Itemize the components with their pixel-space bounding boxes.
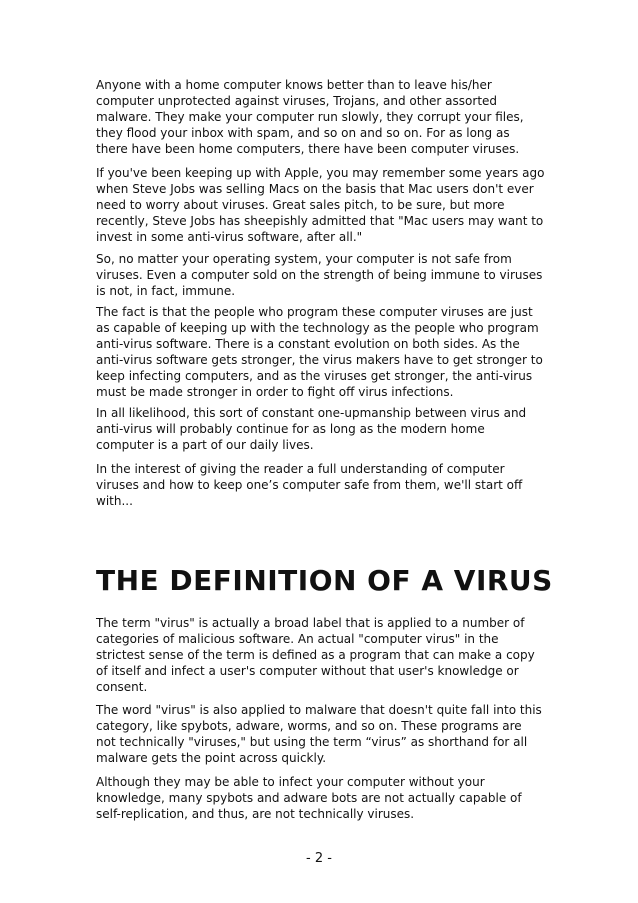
text-line: malware gets the point across quickly. (96, 751, 327, 765)
text-line: In all likelihood, this sort of constant one-upmanship between virus and (96, 406, 527, 420)
text-line: knowledge, many spybots and adware bots are not actually capable of (96, 791, 522, 805)
text-line: of itself and infect a user's computer without that user's knowledge or (96, 664, 519, 678)
text-line: as capable of keeping up with the technology as the people who program (96, 321, 539, 335)
text-line: In the interest of giving the reader a full understanding of computer (96, 462, 505, 476)
text-line: there have been home computers, there have been computer viruses. (96, 142, 520, 156)
paragraph-intro-6 (96, 461, 556, 509)
text-line: anti-virus software. There is a constant evolution on both sides. As the (96, 337, 520, 351)
text-line: invest in some anti-virus software, after all." (96, 230, 363, 244)
text-line: anti-virus will probably continue for as long as the modern home (96, 422, 485, 436)
paragraph-intro-1 (96, 77, 556, 157)
page-number: - 2 - (306, 851, 332, 866)
text-line: Although they may be able to infect your computer without your (96, 775, 485, 789)
paragraph-definition-1 (96, 615, 556, 695)
paragraph-intro-4 (96, 304, 556, 400)
text-line: when Steve Jobs was selling Macs on the basis that Mac users don't ever (96, 182, 534, 196)
paragraph-definition-3 (96, 774, 556, 822)
text-line: malware. They make your computer run slowly, they corrupt your files, (96, 110, 524, 124)
text-line: consent. (96, 680, 148, 694)
text-line: categories of malicious software. An actual "computer virus" in the (96, 632, 499, 646)
text-line: computer is a part of our daily lives. (96, 438, 314, 452)
text-line: they flood your inbox with spam, and so on and so on. For as long as (96, 126, 510, 140)
text-line: If you've been keeping up with Apple, you may remember some years ago (96, 166, 545, 180)
text-line: viruses. Even a computer sold on the strength of being immune to viruses (96, 268, 543, 282)
paragraph-definition-2 (96, 702, 556, 766)
text-line: keep infecting computers, and as the viruses get stronger, the anti-virus (96, 369, 533, 383)
text-line: The fact is that the people who program these computer viruses are just (96, 305, 533, 319)
text-line: is not, in fact, immune. (96, 284, 236, 298)
text-line: computer unprotected against viruses, Trojans, and other assorted (96, 94, 498, 108)
paragraph-intro-3 (96, 251, 556, 299)
text-line: need to worry about viruses. Great sales pitch, to be sure, but more (96, 198, 505, 212)
text-line: viruses and how to keep one’s computer safe from them, we'll start off (96, 478, 523, 492)
paragraph-intro-5 (96, 405, 556, 453)
text-line: category, like spybots, adware, worms, and so on. These programs are (96, 719, 522, 733)
text-line: The term "virus" is actually a broad label that is applied to a number of (96, 616, 525, 630)
paragraph-intro-2 (96, 165, 556, 245)
text-line: self-replication, and thus, are not technically viruses. (96, 807, 415, 821)
section-heading: THE DEFINITION OF A VIRUS (96, 564, 553, 597)
text-line: Anyone with a home computer knows better than to leave his/her (96, 78, 492, 92)
text-line: must be made stronger in order to fight off virus infections. (96, 385, 454, 399)
text-line: The word "virus" is also applied to malware that doesn't quite fall into this (96, 703, 542, 717)
text-line: with... (96, 494, 133, 508)
text-line: recently, Steve Jobs has sheepishly admitted that "Mac users may want to (96, 214, 544, 228)
text-line: strictest sense of the term is defined as a program that can make a copy (96, 648, 535, 662)
text-line: not technically "viruses," but using the term “virus” as shorthand for all (96, 735, 528, 749)
text-line: anti-virus software gets stronger, the virus makers have to get stronger to (96, 353, 543, 367)
text-line: So, no matter your operating system, your computer is not safe from (96, 252, 512, 266)
